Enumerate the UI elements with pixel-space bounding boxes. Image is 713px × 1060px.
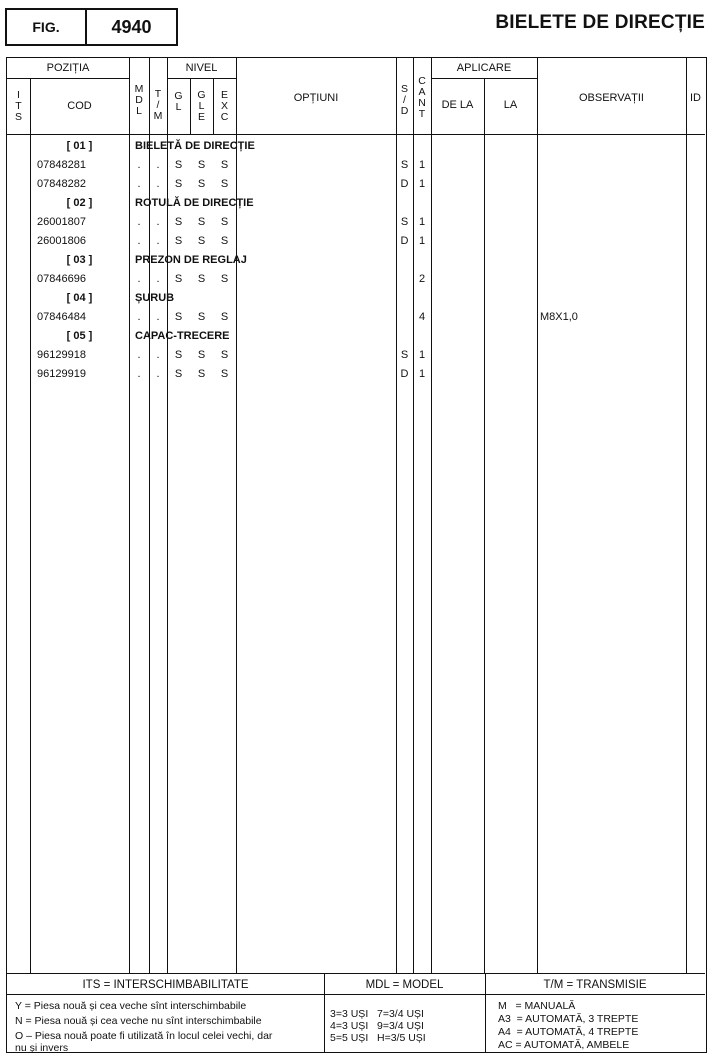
quantity: 2 xyxy=(418,273,426,285)
header-gl: G L xyxy=(174,90,183,113)
quantity: 1 xyxy=(418,178,426,190)
quantity: 1 xyxy=(418,368,426,380)
header-observatii: OBSERVAȚII xyxy=(578,92,644,104)
col-sep-mdl xyxy=(149,58,150,973)
legend-tm-line: M = MANUALĂ xyxy=(498,1000,576,1012)
gle-mark: S xyxy=(197,216,206,228)
exc-mark: S xyxy=(220,216,229,228)
header-tm: T / M xyxy=(153,87,163,122)
gl-mark: S xyxy=(174,178,183,190)
mdl-mark: . xyxy=(137,235,141,247)
legend-tm-line: AC = AUTOMATĂ, AMBELE xyxy=(498,1039,630,1051)
legend-mdl-line: 3=3 UȘI 7=3/4 UȘI xyxy=(330,1008,424,1020)
nivel-rule xyxy=(167,78,236,79)
part-code: 07848281 xyxy=(37,159,86,171)
part-code: 96129918 xyxy=(37,349,86,361)
header-exc: E X C xyxy=(220,88,229,123)
tm-mark: . xyxy=(156,311,160,323)
legend-its-line: N = Piesa nouă și cea veche nu sînt interschimbabile xyxy=(15,1015,262,1027)
header-mdl: M D L xyxy=(134,82,144,117)
group-name: ȘURUB xyxy=(135,292,175,304)
parts-table xyxy=(6,57,707,1053)
header-id: ID xyxy=(690,92,701,104)
gl-mark: S xyxy=(174,159,183,171)
quantity: 1 xyxy=(418,235,426,247)
tm-mark: . xyxy=(156,159,160,171)
side-mark: D xyxy=(400,178,409,190)
position-number: [ 02 ] xyxy=(66,197,93,209)
side-mark: D xyxy=(400,235,409,247)
header-dela: DE LA xyxy=(441,99,474,111)
exc-mark: S xyxy=(220,159,229,171)
gl-mark: S xyxy=(174,368,183,380)
gl-mark: S xyxy=(174,349,183,361)
quantity: 1 xyxy=(418,349,426,361)
gle-mark: S xyxy=(197,235,206,247)
gle-mark: S xyxy=(197,368,206,380)
legend-tm-title: T/M = TRANSMISIE xyxy=(543,979,647,991)
gle-mark: S xyxy=(197,159,206,171)
legend-its-line: Y = Piesa nouă și cea veche sînt interschimbabile xyxy=(15,1000,247,1012)
legend-tm-line: A4 = AUTOMATĂ, 4 TREPTE xyxy=(498,1026,639,1038)
gl-mark: S xyxy=(174,235,183,247)
legend-tm-line: A3 = AUTOMATĂ, 3 TREPTE xyxy=(498,1013,639,1025)
header-cant: C A N T xyxy=(418,75,426,120)
part-code: 07848282 xyxy=(37,178,86,190)
header-sd: S / D xyxy=(400,82,409,117)
exc-mark: S xyxy=(220,349,229,361)
side-mark: S xyxy=(400,159,409,171)
header-aplicare: APLICARE xyxy=(456,62,512,74)
group-name: BIELETĂ DE DIRECȚIE xyxy=(135,140,255,152)
pozitia-rule xyxy=(7,78,129,79)
quantity: 4 xyxy=(418,311,426,323)
side-mark: S xyxy=(400,349,409,361)
col-sep-cant xyxy=(431,58,432,973)
col-sep-nivel xyxy=(236,58,237,973)
header-pozitia: POZIȚIA xyxy=(46,62,90,74)
gl-mark: S xyxy=(174,311,183,323)
mdl-mark: . xyxy=(137,349,141,361)
col-sep-dela xyxy=(484,78,485,973)
quantity: 1 xyxy=(418,159,426,171)
exc-mark: S xyxy=(220,368,229,380)
gl-mark: S xyxy=(174,216,183,228)
col-sep-tm xyxy=(167,58,168,973)
exc-mark: S xyxy=(220,178,229,190)
legend-mdl-line: 4=3 UȘI 9=3/4 UȘI xyxy=(330,1020,424,1032)
position-number: [ 01 ] xyxy=(66,140,93,152)
part-code: 07846696 xyxy=(37,273,86,285)
side-mark: S xyxy=(400,216,409,228)
part-code: 07846484 xyxy=(37,311,86,323)
position-number: [ 03 ] xyxy=(66,254,93,266)
part-code: 26001806 xyxy=(37,235,86,247)
col-sep-cod xyxy=(129,58,130,973)
tm-mark: . xyxy=(156,349,160,361)
exc-mark: S xyxy=(220,311,229,323)
group-name: ROTULĂ DE DIRECȚIE xyxy=(135,197,254,209)
quantity: 1 xyxy=(418,216,426,228)
col-sep-la xyxy=(537,58,538,973)
figure-number: 4940 xyxy=(111,16,152,37)
mdl-mark: . xyxy=(137,178,141,190)
header-bottom-rule xyxy=(7,134,705,135)
gle-mark: S xyxy=(197,311,206,323)
col-sep-its xyxy=(30,78,31,973)
legend-its-title: ITS = INTERSCHIMBABILITATE xyxy=(82,979,249,991)
legend-its-line: nu și invers xyxy=(15,1042,69,1054)
legend-title-rule xyxy=(7,994,705,995)
observation: M8X1,0 xyxy=(540,311,578,323)
gle-mark: S xyxy=(197,178,206,190)
header-la: LA xyxy=(503,99,518,111)
header-nivel: NIVEL xyxy=(185,62,218,74)
tm-mark: . xyxy=(156,216,160,228)
part-code: 26001807 xyxy=(37,216,86,228)
col-sep-sd xyxy=(413,58,414,973)
header-optiuni: OPȚIUNI xyxy=(293,92,339,104)
gle-mark: S xyxy=(197,273,206,285)
header-gle: G L E xyxy=(197,88,206,123)
legend-mdl-line: 5=5 UȘI H=3/5 UȘI xyxy=(330,1032,426,1044)
col-sep-optiuni xyxy=(396,58,397,973)
group-name: CAPAC-TRECERE xyxy=(135,330,230,342)
page-title: BIELETE DE DIRECȚIE xyxy=(495,12,705,33)
gl-mark: S xyxy=(174,273,183,285)
exc-mark: S xyxy=(220,235,229,247)
mdl-mark: . xyxy=(137,273,141,285)
side-mark: D xyxy=(400,368,409,380)
tm-mark: . xyxy=(156,235,160,247)
tm-mark: . xyxy=(156,178,160,190)
mdl-mark: . xyxy=(137,216,141,228)
header-cod: COD xyxy=(67,100,92,112)
exc-mark: S xyxy=(220,273,229,285)
figure-label: FIG. xyxy=(7,10,87,44)
group-name: PREZON DE REGLAJ xyxy=(135,254,247,266)
header-its: I T S xyxy=(14,88,22,123)
part-code: 96129919 xyxy=(37,368,86,380)
figure-box xyxy=(5,8,178,46)
legend-its-line: O – Piesa nouă poate fi utilizată în locul celei vechi, dar xyxy=(15,1030,273,1042)
legend-top-rule xyxy=(7,973,705,974)
position-number: [ 05 ] xyxy=(66,330,93,342)
tm-mark: . xyxy=(156,273,160,285)
legend-mdl-title: MDL = MODEL xyxy=(365,979,444,991)
position-number: [ 04 ] xyxy=(66,292,93,304)
mdl-mark: . xyxy=(137,311,141,323)
mdl-mark: . xyxy=(137,159,141,171)
gle-mark: S xyxy=(197,349,206,361)
mdl-mark: . xyxy=(137,368,141,380)
col-sep-obs xyxy=(686,58,687,973)
tm-mark: . xyxy=(156,368,160,380)
